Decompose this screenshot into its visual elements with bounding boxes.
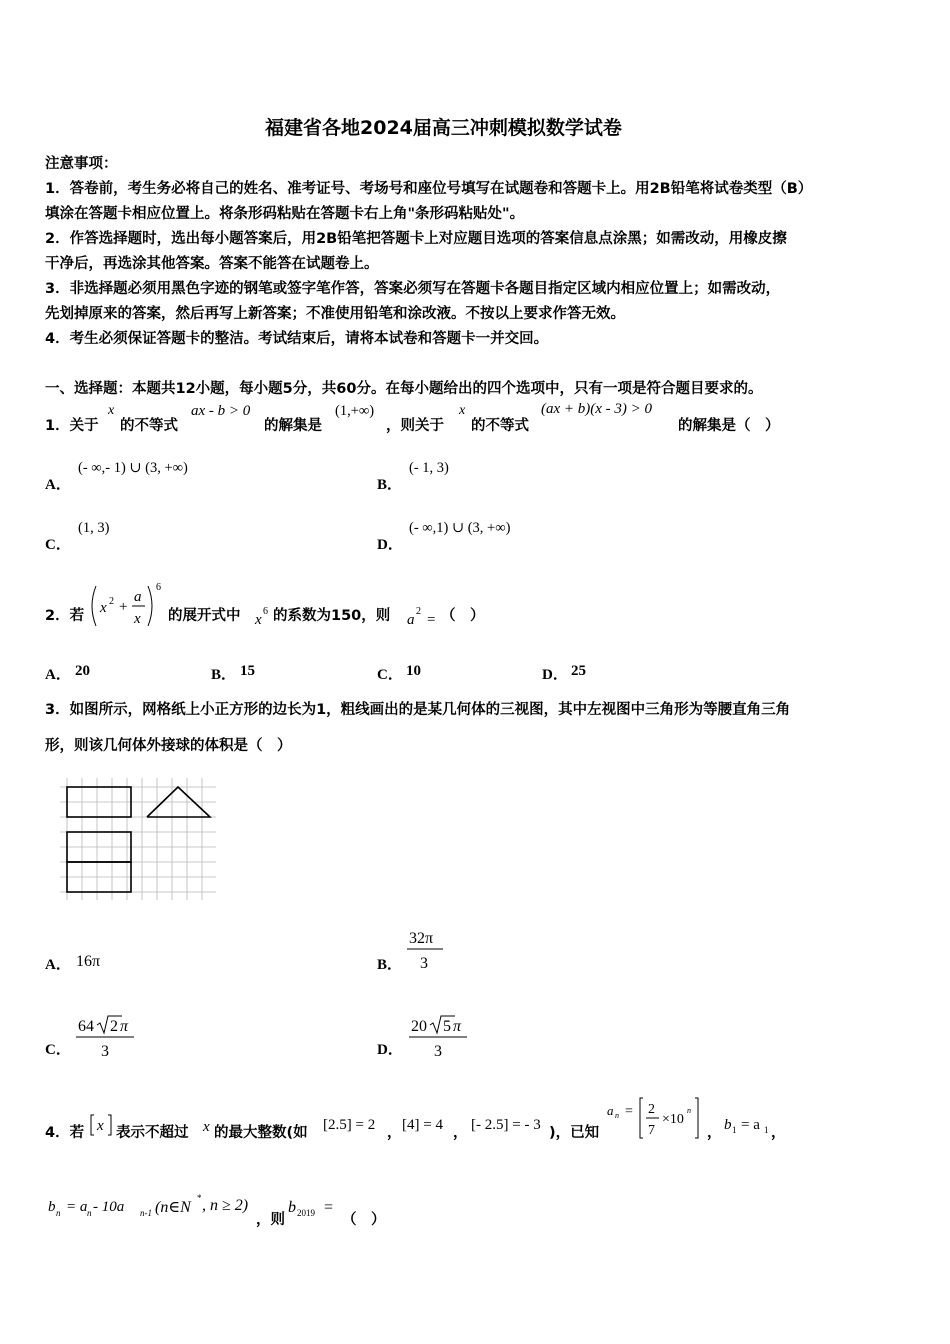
svg-text:7: 7 (648, 1123, 655, 1138)
option-c-label: C． (45, 537, 71, 553)
svg-text:a: a (607, 1103, 614, 1118)
option-c-label: C． (45, 1042, 71, 1058)
notice-line: 填涂在答题卡相应位置上。将条形码粘贴在答题卡右上角"条形码粘贴处"。 (45, 206, 525, 222)
notice-line: 2．作答选择题时，选出每小题答案后，用2B铅笔把答题卡上对应题目选项的答案信息点涂黑；如需改动，用橡皮擦 (45, 231, 787, 247)
floor-bracket-x (88, 1112, 114, 1138)
notice-line: 干净后，再选涂其他答案。答案不能答在试题卷上。 (45, 256, 379, 272)
notice-line: 先划掉原来的答案，然后再写上新答案；不准使用铅笔和涂改液。不按以上要求作答无效。 (45, 306, 625, 322)
option-b-label: B． (211, 667, 237, 683)
notice-line: 4．考生必须保证答题卡的整洁。考试结束后，请将本试卷和答题卡一并交回。 (45, 331, 549, 347)
svg-text:20: 20 (411, 1018, 427, 1035)
option-b-label: B． (377, 477, 403, 493)
svg-text:6: 6 (156, 582, 161, 593)
svg-text:64: 64 (78, 1018, 94, 1035)
three-view-grid-figure (60, 778, 220, 902)
svg-text:3: 3 (434, 1043, 442, 1060)
option-b-fraction (403, 924, 447, 974)
svg-text:+: + (119, 599, 128, 615)
option-b-value: 15 (240, 663, 255, 679)
option-d-value: 25 (571, 663, 586, 679)
svg-text:3: 3 (101, 1043, 109, 1060)
option-c-value: (1, 3) (78, 520, 110, 536)
svg-text:x: x (100, 600, 107, 616)
svg-text:π: π (120, 1018, 129, 1035)
section-heading: 一、选择题：本题共12小题，每小题5分，共60分。在每小题给出的四个选项中，只有一项是符合题目要求的。 (45, 381, 763, 397)
svg-text:2: 2 (648, 1102, 655, 1117)
page-title: 福建省各地2024届高三冲刺模拟数学试卷 (265, 117, 622, 139)
notice-line: 3．非选择题必须用黑色字迹的钢笔或签字笔作答，答案必须写在答题卡各题目指定区域内相应位置上；如需改动， (45, 281, 781, 297)
svg-text:a: a (134, 589, 142, 605)
option-a-label: A． (45, 667, 71, 683)
binomial-expression (86, 578, 168, 634)
svg-text:2: 2 (110, 1018, 118, 1035)
svg-text:×10: ×10 (662, 1112, 684, 1127)
option-b-value: (- 1, 3) (409, 460, 449, 476)
option-c-label: C． (377, 667, 403, 683)
option-a-value: 16π (76, 953, 101, 970)
notice-line: 1．答卷前，考生务必将自己的姓名、准考证号、考场号和座位号填写在试题卷和答题卡上。用2B铅笔将试卷类型（B） (45, 181, 813, 197)
option-a-label: A． (45, 957, 71, 973)
svg-text:2: 2 (109, 596, 114, 607)
option-d-label: D． (377, 1042, 403, 1058)
option-c-value: 10 (406, 663, 421, 679)
svg-text:n: n (687, 1106, 691, 1115)
svg-text:n: n (615, 1111, 619, 1120)
sequence-an-definition (605, 1094, 707, 1142)
option-a-value: 20 (75, 663, 90, 679)
notice-heading: 注意事项： (45, 156, 118, 172)
option-b-label: B． (377, 957, 403, 973)
svg-text:x: x (97, 1118, 104, 1134)
svg-text:π: π (453, 1018, 462, 1035)
svg-text:=: = (625, 1104, 633, 1119)
svg-text:5: 5 (443, 1018, 451, 1035)
option-d-label: D． (377, 537, 403, 553)
option-a-value: (- ∞,- 1) ∪ (3, +∞) (78, 460, 188, 476)
option-a-label: A． (45, 477, 71, 493)
svg-text:32π: 32π (409, 930, 434, 947)
svg-text:x: x (134, 611, 141, 627)
option-d-fraction (405, 1010, 471, 1062)
option-d-value: (- ∞,1) ∪ (3, +∞) (409, 520, 511, 536)
svg-text:3: 3 (420, 955, 428, 972)
option-d-label: D． (542, 667, 568, 683)
option-c-fraction (72, 1010, 138, 1062)
